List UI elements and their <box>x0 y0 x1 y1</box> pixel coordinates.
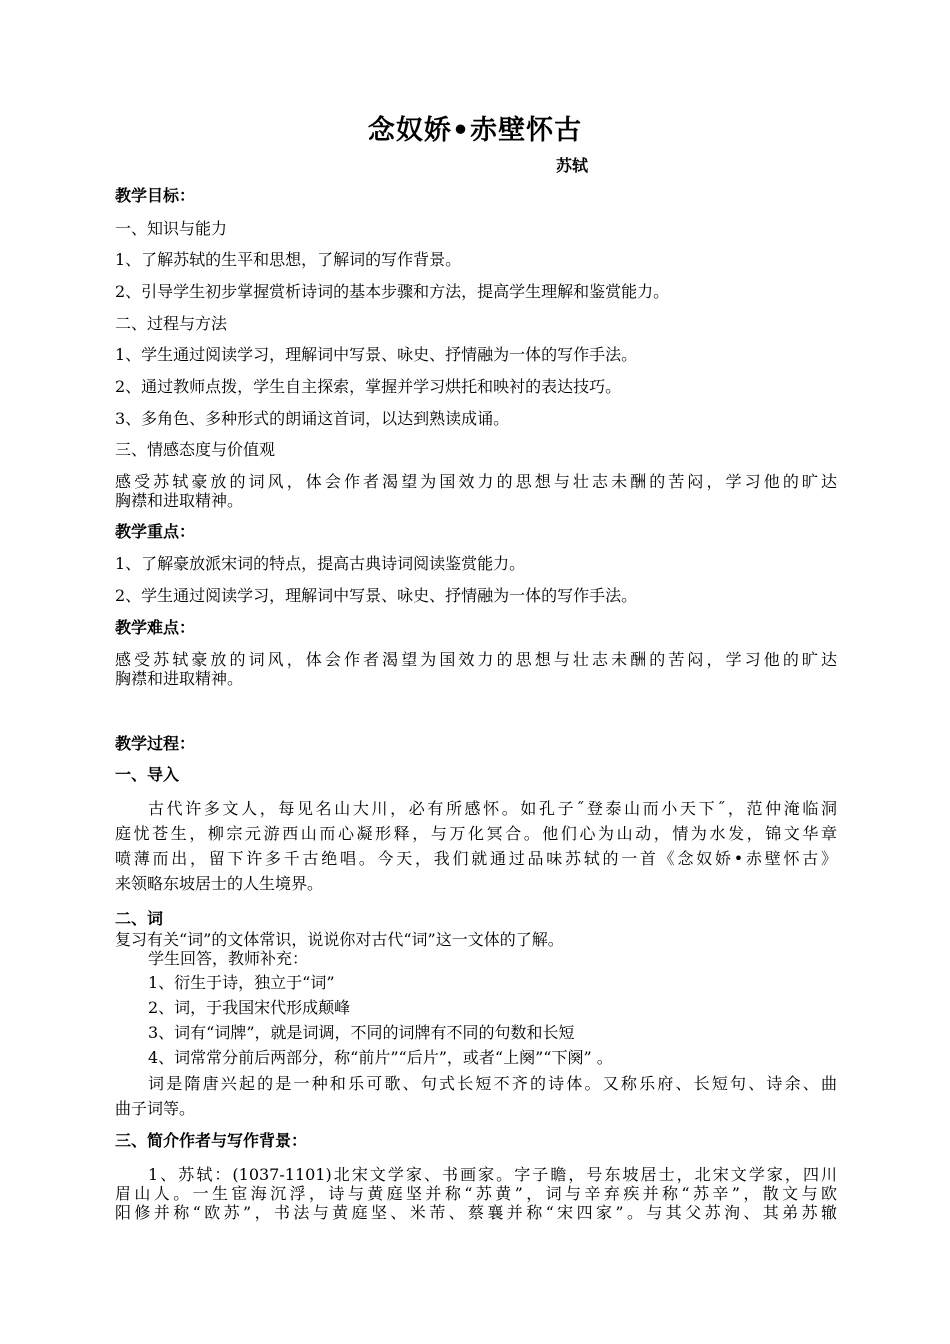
author-paragraph-line: 1、苏轼：(1037-1101)北宋文学家、书画家。字子瞻，号东坡居士，北宋文学家，四川 <box>148 1165 837 1184</box>
intro-paragraph-line: 来领略东坡居士的人生境界。 <box>115 874 324 893</box>
goal-item: 2、引导学生初步掌握赏析诗词的基本步骤和方法，提高学生理解和鉴赏能力。 <box>115 282 670 301</box>
intro-paragraph-line: 庭忧苍生，柳宗元游西山而心凝形释，与万化冥合。他们心为山动，情为水发，锦文华章 <box>115 824 837 843</box>
key-point-item: 2、学生通过阅读学习，理解词中写景、咏史、抒情融为一体的写作手法。 <box>115 586 638 605</box>
key-points-heading: 教学重点： <box>115 522 196 541</box>
document-author: 苏轼 <box>556 156 589 175</box>
goal-item: 3、多角色、多种形式的朗诵这首词，以达到熟读成诵。 <box>115 409 510 428</box>
author-paragraph-line: 眉山人。一生宦海沉浮，诗与黄庭坚并称“苏黄”，词与辛弃疾并称“苏辛”，散文与欧 <box>115 1184 837 1203</box>
goal-paragraph-line: 胸襟和进取精神。 <box>115 491 244 510</box>
ci-list-item: 4、词常常分前后两部分，称“前片”“后片”，或者“上阕”“下阕” 。 <box>148 1048 613 1067</box>
ci-list-item: 3、词有“词牌”，就是词调，不同的词牌有不同的句数和长短 <box>148 1023 575 1042</box>
goal-section-heading: 一、知识与能力 <box>115 219 228 238</box>
ci-paragraph-line: 曲子词等。 <box>115 1099 196 1118</box>
section-heading-ci: 二、词 <box>115 909 164 928</box>
intro-paragraph-line: 喷薄而出，留下许多千古绝唱。今天，我们就通过品味苏轼的一首《念奴娇•赤壁怀古》 <box>115 849 837 868</box>
intro-paragraph-line: 古代许多文人，每见名山大川，必有所感怀。如孔子˝登泰山而小天下˝，范仲淹临洞 <box>148 799 837 818</box>
author-paragraph-line: 阳修并称“欧苏”，书法与黄庭坚、米芾、蔡襄并称“宋四家”。与其父苏洵、其弟苏辙 <box>115 1203 837 1222</box>
goal-item: 1、了解苏轼的生平和思想，了解词的写作背景。 <box>115 250 462 269</box>
document-title: 念奴娇•赤壁怀古 <box>367 115 583 146</box>
goals-heading: 教学目标： <box>115 186 196 205</box>
goal-section-heading: 二、过程与方法 <box>115 314 228 333</box>
difficulty-heading: 教学难点： <box>115 618 196 637</box>
goal-item: 2、通过教师点拨，学生自主探索，掌握并学习烘托和映衬的表达技巧。 <box>115 377 622 396</box>
ci-list-item: 2、词，于我国宋代形成颠峰 <box>148 998 351 1017</box>
goal-item: 1、学生通过阅读学习，理解词中写景、咏史、抒情融为一体的写作手法。 <box>115 345 638 364</box>
ci-paragraph-line: 词是隋唐兴起的是一种和乐可歌、句式长短不齐的诗体。又称乐府、长短句、诗余、曲 <box>148 1074 837 1093</box>
section-heading-intro: 一、导入 <box>115 765 180 784</box>
difficulty-paragraph-line: 胸襟和进取精神。 <box>115 669 244 688</box>
section-heading-author: 三、简介作者与写作背景： <box>115 1131 308 1150</box>
goal-paragraph-line: 感受苏轼豪放的词风，体会作者渴望为国效力的思想与壮志未酬的苦闷，学习他的旷达 <box>115 472 837 491</box>
ci-answer-line: 学生回答，教师补充： <box>148 949 309 968</box>
key-point-item: 1、了解豪放派宋词的特点，提高古典诗词阅读鉴赏能力。 <box>115 554 526 573</box>
goal-section-heading: 三、情感态度与价值观 <box>115 440 276 459</box>
difficulty-paragraph-line: 感受苏轼豪放的词风，体会作者渴望为国效力的思想与壮志未酬的苦闷，学习他的旷达 <box>115 650 837 669</box>
ci-intro-line: 复习有关“词”的文体常识，说说你对古代“词”这一文体的了解。 <box>115 930 564 949</box>
ci-list-item: 1、衍生于诗，独立于“词” <box>148 973 335 992</box>
process-heading: 教学过程： <box>115 734 196 753</box>
